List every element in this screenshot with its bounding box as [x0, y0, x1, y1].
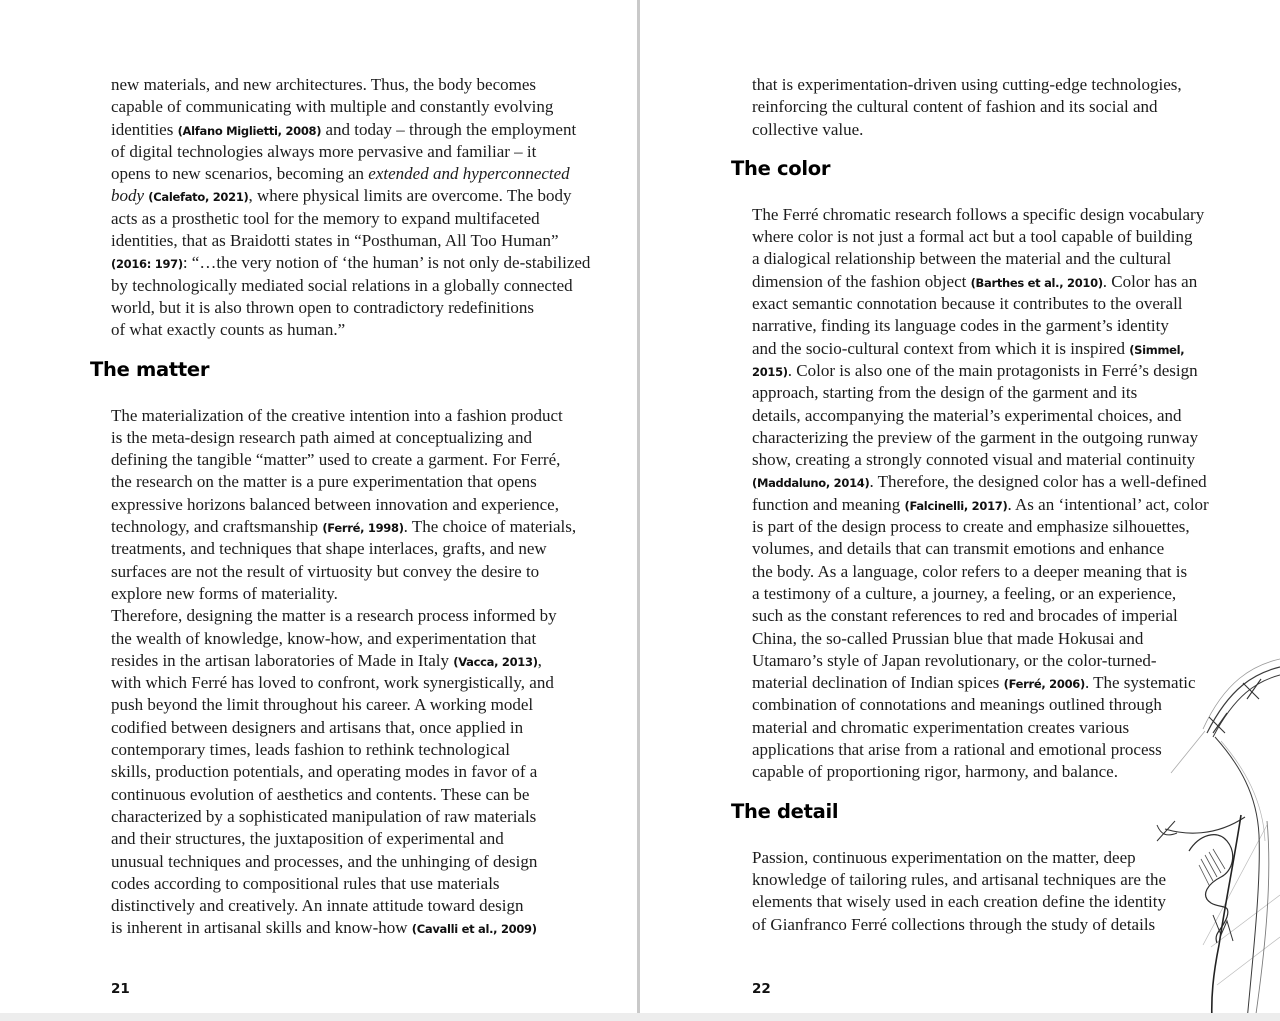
- page-21: [0, 0, 637, 1013]
- text-segment: opens to new scenarios, becoming an: [111, 164, 369, 184]
- text-line: [111, 516, 637, 538]
- text-segment: codified between designers and artisans that, once applied in: [111, 717, 524, 737]
- text-line: [111, 319, 637, 341]
- text-line: [752, 96, 1280, 118]
- text-segment: elements that wisely used in each creation define the identity: [752, 892, 1166, 912]
- text-segment: , where physical limits are overcome. The body: [248, 186, 572, 206]
- text-segment: the wealth of knowledge, know-how, and experimentation that: [111, 628, 537, 648]
- citation: (Alfano Miglietti, 2008): [177, 123, 322, 138]
- text-segment: that is experimentation-driven using cutting-edge technologies,: [752, 75, 1182, 94]
- text-segment: applications that arise from a rational and emotional process: [752, 740, 1162, 760]
- text-segment: unusual techniques and processes, and the unhinging of design: [111, 851, 538, 871]
- text-segment: technology, and craftsmanship: [111, 517, 323, 537]
- text-segment: approach, starting from the design of the garment and its: [752, 383, 1138, 403]
- text-line: [752, 293, 1280, 315]
- text-line: [752, 605, 1280, 627]
- text-segment: collective value.: [752, 119, 864, 139]
- text-line: [111, 561, 637, 583]
- fashion-figure-sketch: [1155, 645, 1280, 1021]
- text-line: [752, 538, 1280, 560]
- citation: (Vacca, 2013): [453, 654, 538, 669]
- paragraph: [111, 74, 637, 342]
- text-segment: ,: [537, 650, 542, 670]
- text-line: [752, 271, 1280, 293]
- text-line: [752, 561, 1280, 583]
- text-segment: details, accompanying the material’s experimental choices, and: [752, 405, 1182, 425]
- text-segment: a dialogical relationship between the material and the cultural: [752, 249, 1172, 269]
- text-line: [752, 516, 1280, 538]
- text-segment: a testimony of a culture, a journey, a feeling, or an experience,: [752, 583, 1177, 603]
- text-segment: distinctively and creatively. An innate attitude toward design: [111, 896, 524, 916]
- text-segment: continuous evolution of aesthetics and contents. These can be: [111, 784, 530, 804]
- text-segment: by technologically mediated social relations in a globally connected: [111, 275, 573, 295]
- text-line: [111, 761, 637, 783]
- text-segment: is part of the design process to create and emphasize silhouettes,: [752, 517, 1190, 537]
- text-line: [752, 204, 1280, 226]
- text-line: [111, 694, 637, 716]
- text-line: [111, 672, 637, 694]
- text-segment: treatments, and techniques that shape interlaces, grafts, and new: [111, 539, 547, 559]
- text-segment: . As an ‘intentional’ act, color: [1007, 494, 1209, 514]
- text-segment: capable of communicating with multiple and constantly evolving: [111, 97, 554, 117]
- text-line: [111, 650, 637, 672]
- citation: (Maddaluno, 2014): [752, 476, 870, 491]
- text-segment: of digital technologies always more pervasive and familiar – it: [111, 141, 537, 161]
- text-line: [111, 119, 637, 141]
- text-segment: such as the constant references to red and brocades of imperial: [752, 606, 1178, 626]
- text-line: [111, 583, 637, 605]
- citation: (2016: 197): [111, 257, 183, 272]
- text-line: [111, 494, 637, 516]
- text-line: [111, 717, 637, 739]
- page-21-content: [0, 0, 637, 940]
- text-line: [111, 405, 637, 427]
- text-line: [111, 605, 637, 627]
- text-segment: acts as a prosthetic tool for the memory to expand multifaceted: [111, 208, 540, 228]
- text-line: [752, 74, 1280, 96]
- text-segment: identities: [111, 119, 178, 139]
- text-segment: the research on the matter is a pure experimentation that opens: [111, 472, 537, 492]
- text-segment: is the meta-design research path aimed at conceptualizing and: [111, 427, 533, 447]
- text-line: [752, 315, 1280, 337]
- text-line: [111, 739, 637, 761]
- text-segment: : “…the very notion of ‘the human’ is not only de-stabilized: [182, 253, 591, 273]
- text-segment: dimension of the fashion object: [752, 271, 971, 291]
- text-line: [111, 449, 637, 471]
- text-segment: material declination of Indian spices: [752, 673, 1004, 693]
- text-segment: codes according to compositional rules that use materials: [111, 873, 500, 893]
- text-segment: . The choice of materials,: [403, 517, 577, 537]
- text-line: [111, 74, 637, 96]
- text-line: [111, 275, 637, 297]
- text-line: [111, 427, 637, 449]
- text-line: [111, 96, 637, 118]
- text-segment: skills, production potentials, and operating modes in favor of a: [111, 762, 538, 782]
- text-line: [111, 185, 637, 207]
- citation: (Ferré, 2006): [1003, 677, 1085, 692]
- text-line: [752, 360, 1280, 382]
- text-line: [111, 873, 637, 895]
- page-number: 22: [752, 981, 771, 997]
- text-segment: . Therefore, the designed color has a well-defined: [869, 472, 1207, 492]
- text-line: [111, 163, 637, 185]
- section-heading: The matter: [90, 357, 210, 381]
- text-line: [111, 828, 637, 850]
- text-line: [111, 230, 637, 252]
- text-line: [752, 119, 1280, 141]
- citation: (Cavalli et al., 2009): [411, 922, 537, 937]
- text-line: [111, 851, 637, 873]
- text-line: [752, 494, 1280, 516]
- text-segment: and their structures, the juxtaposition of experimental and: [111, 829, 504, 849]
- text-segment: the body. As a language, color refers to a deeper meaning that is: [752, 561, 1188, 581]
- text-line: [111, 895, 637, 917]
- text-segment: contemporary times, leads fashion to rethink technological: [111, 740, 510, 760]
- citation: (Simmel,: [1129, 342, 1185, 357]
- text-line: [111, 784, 637, 806]
- text-segment: surfaces are not the result of virtuosity but convey the desire to: [111, 561, 540, 581]
- text-line: [111, 538, 637, 560]
- text-segment: function and meaning: [752, 494, 905, 514]
- text-segment: and today – through the employment: [321, 119, 577, 139]
- text-line: [752, 405, 1280, 427]
- text-segment: show, creating a strongly connoted visual and material continuity: [752, 450, 1196, 470]
- citation: 2015): [752, 364, 788, 379]
- citation: (Calefato, 2021): [148, 190, 249, 205]
- text-segment: of Gianfranco Ferré collections through the study of details: [752, 914, 1156, 934]
- text-segment: Utamaro’s style of Japan revolutionary, or the color-turned-: [752, 650, 1157, 670]
- text-line: [111, 806, 637, 828]
- text-segment: body: [111, 186, 149, 206]
- text-line: [752, 338, 1280, 360]
- text-segment: China, the so-called Prussian blue that made Hokusai and: [752, 628, 1144, 648]
- text-line: [752, 248, 1280, 270]
- text-line: [111, 471, 637, 493]
- text-segment: narrative, finding its language codes in the garment’s identity: [752, 316, 1169, 336]
- text-line: [752, 226, 1280, 248]
- text-segment: Passion, continuous experimentation on the matter, deep: [752, 847, 1136, 867]
- text-segment: defining the tangible “matter” used to create a garment. For Ferré,: [111, 450, 561, 470]
- text-line: [752, 427, 1280, 449]
- section-heading: The detail: [731, 799, 839, 823]
- text-segment: The materialization of the creative intention into a fashion product: [111, 405, 563, 425]
- viewport-bottom-edge: [0, 1013, 1280, 1021]
- text-segment: explore new forms of materiality.: [111, 583, 338, 603]
- text-segment: material and chromatic experimentation creates various: [752, 717, 1130, 737]
- text-line: [111, 141, 637, 163]
- text-segment: resides in the artisan laboratories of Made in Italy: [111, 650, 454, 670]
- text-segment: characterizing the preview of the garment in the outgoing runway: [752, 427, 1199, 447]
- text-segment: capable of proportioning rigor, harmony, and balance.: [752, 762, 1118, 782]
- text-segment: knowledge of tailoring rules, and artisanal techniques are the: [752, 869, 1166, 889]
- text-line: [111, 917, 637, 939]
- text-segment: where color is not just a formal act but a tool capable of building: [752, 227, 1193, 247]
- text-segment: combination of connotations and meanings outlined through: [752, 695, 1162, 715]
- citation: (Barthes et al., 2010): [970, 275, 1103, 290]
- text-line: [111, 208, 637, 230]
- text-segment: The Ferré chromatic research follows a specific design vocabulary: [752, 204, 1205, 224]
- paragraph: [111, 405, 637, 940]
- text-segment: expressive horizons balanced between innovation and experience,: [111, 494, 559, 514]
- text-segment: extended and hyperconnected: [368, 164, 570, 184]
- paragraph: [752, 74, 1280, 141]
- text-segment: reinforcing the cultural content of fashion and its social and: [752, 97, 1158, 117]
- text-segment: push beyond the limit throughout his career. A working model: [111, 695, 534, 715]
- text-segment: with which Ferré has loved to confront, work synergistically, and: [111, 673, 554, 693]
- text-segment: characterized by a sophisticated manipulation of raw materials: [111, 806, 537, 826]
- text-segment: . The systematic: [1084, 673, 1196, 693]
- page-number: 21: [111, 981, 130, 997]
- text-line: [111, 628, 637, 650]
- text-line: [752, 583, 1280, 605]
- text-line: [752, 449, 1280, 471]
- text-segment: . Color is also one of the main protagonists in Ferré’s design: [787, 360, 1198, 380]
- text-segment: of what exactly counts as human.”: [111, 320, 346, 340]
- citation: (Ferré, 1998): [322, 521, 404, 536]
- section-heading: The color: [731, 156, 831, 180]
- text-line: [111, 252, 637, 274]
- text-line: [752, 382, 1280, 404]
- text-segment: volumes, and details that can transmit emotions and enhance: [752, 539, 1165, 559]
- text-line: [111, 297, 637, 319]
- text-segment: identities, that as Braidotti states in “Posthuman, All Too Human”: [111, 231, 559, 251]
- text-segment: is inherent in artisanal skills and know-how: [111, 918, 412, 938]
- text-segment: and the socio-cultural context from which it is inspired: [752, 338, 1130, 358]
- text-segment: exact semantic connotation because it contributes to the overall: [752, 294, 1183, 314]
- text-segment: . Color has an: [1102, 271, 1198, 291]
- page-divider: [637, 0, 640, 1013]
- text-segment: Therefore, designing the matter is a research process informed by: [111, 606, 557, 626]
- text-segment: world, but it is also thrown open to contradictory redefinitions: [111, 297, 535, 317]
- text-line: [752, 471, 1280, 493]
- text-segment: new materials, and new architectures. Thus, the body becomes: [111, 75, 537, 94]
- citation: (Falcinelli, 2017): [904, 498, 1008, 513]
